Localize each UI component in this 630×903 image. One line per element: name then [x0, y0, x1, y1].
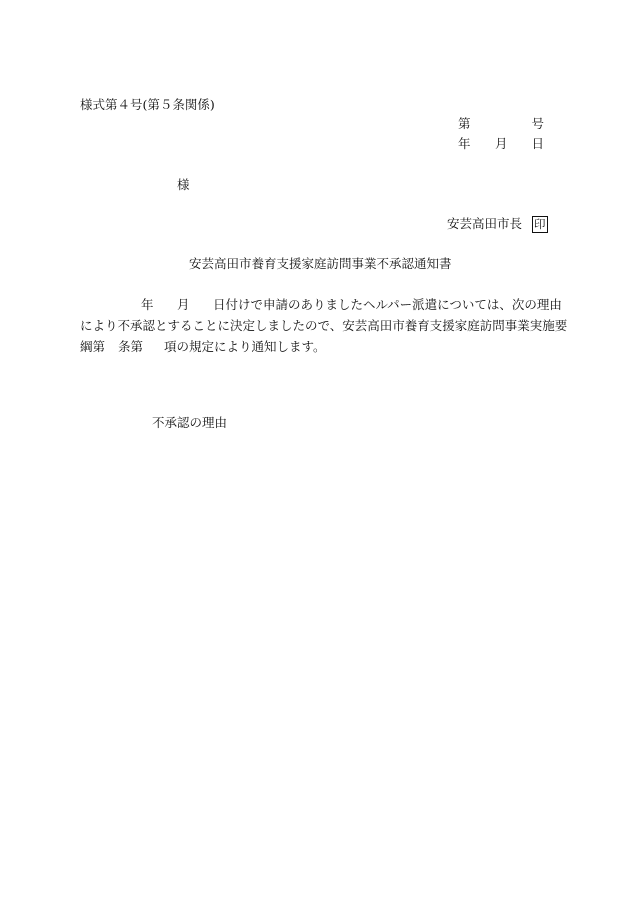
body-month-label: 月 [177, 297, 190, 312]
document-title: 安芸高田市養育支援家庭訪問事業不承認通知書 [189, 256, 452, 271]
body-year-label: 年 [141, 297, 154, 312]
seal-stamp: 印 [534, 217, 546, 231]
issuer-name: 安芸高田市長 [447, 216, 523, 231]
body-article-label: 条第 [118, 339, 144, 354]
form-number: 様式第４号(第５条関係) [80, 97, 215, 112]
body-line-3-text: 項の規定により通知します。 [164, 339, 326, 354]
issuer [447, 216, 548, 233]
body-line-1-text: 日付けで申請のありましたヘルパー派遣については、次の理由 [213, 297, 562, 312]
body-line-2-text: により不承認とすることに決定しましたので、安芸高田市養育支援家庭訪問事業実施要 [80, 318, 568, 333]
body-line-2 [80, 315, 568, 336]
body-article-prefix: 綱第 [80, 339, 106, 354]
body-line-1 [80, 294, 562, 315]
date-year-label: 年 [458, 136, 471, 151]
reason-label: 不承認の理由 [152, 415, 228, 430]
date-month-label: 月 [495, 136, 508, 151]
date-day-label: 日 [531, 136, 544, 151]
document-number-prefix: 第 [458, 116, 471, 131]
body-line-3 [80, 336, 552, 357]
body-text [80, 294, 568, 357]
document-number-suffix: 号 [531, 116, 544, 131]
addressee-honorific: 様 [177, 177, 190, 192]
